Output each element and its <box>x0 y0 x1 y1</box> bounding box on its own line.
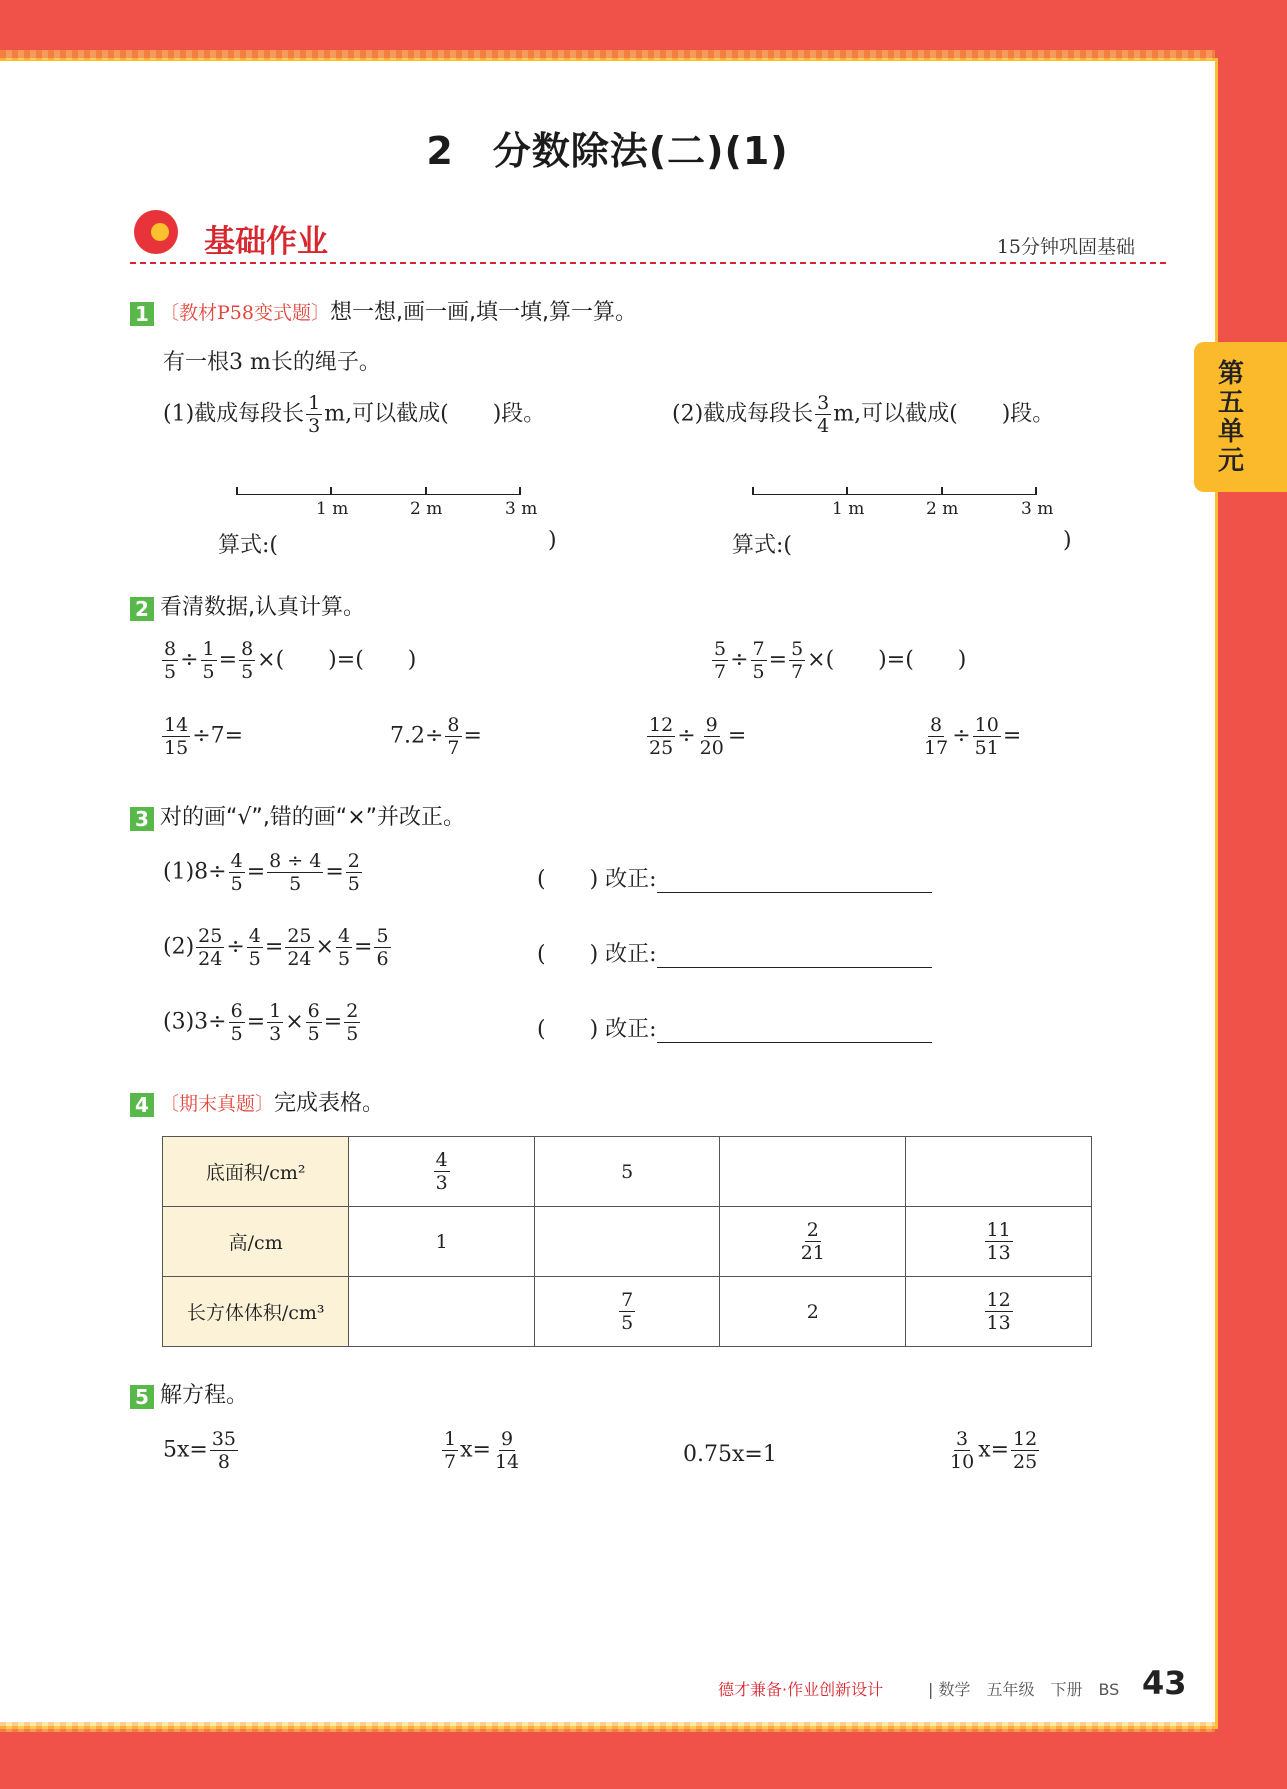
question-number: 1 <box>130 302 154 326</box>
question-text: 解方程。 <box>160 1383 249 1408</box>
q1-part2 <box>672 392 1054 437</box>
question-number: 4 <box>130 1093 154 1117</box>
q2-row1-left: $\frac{8}{5}$ ÷ $\frac{1}{5}$ = $\frac{8}{5}$ ×( )=( ) <box>164 638 417 683</box>
ruler-tick <box>236 487 238 495</box>
question-text: 对的画“√”,错的画“×”并改正。 <box>160 805 466 830</box>
q3-answer-row1[interactable]: ( ) 改正: <box>537 862 932 893</box>
table-cell: 2 <box>720 1277 906 1347</box>
denominator: 3 <box>308 415 321 437</box>
table-cell: $\frac{11}{13}$ <box>906 1207 1092 1277</box>
q3-item3: (3)3÷ $\frac{6}{5}$ = $\frac{1}{3}$ × $\frac{6}{5}$ = $\frac{2}{5}$ <box>163 1000 359 1045</box>
question-number: 5 <box>130 1385 154 1409</box>
numerator: 3 <box>817 392 830 414</box>
q5-equation3[interactable]: 0.75x=1 <box>683 1442 777 1467</box>
page-title: 2 分数除法(二)(1) <box>426 129 789 173</box>
question-text: 看清数据,认真计算。 <box>160 595 365 620</box>
ruler-label: 2 m <box>410 499 443 519</box>
q1-part2-suffix[interactable]: m,可以截成( )段。 <box>833 401 1055 427</box>
table-row <box>163 1137 1092 1207</box>
q1-part1-prefix: (1)截成每段长 <box>163 401 305 427</box>
q1-formula-right-open[interactable]: 算式:( <box>732 533 792 558</box>
q5-equation2[interactable]: $\frac{1}{7}$ x= $\frac{9}{14}$ <box>444 1428 520 1473</box>
table-cell: 5 <box>534 1137 720 1207</box>
q4-table <box>162 1136 1092 1347</box>
ruler-label: 1 m <box>832 499 865 519</box>
footer-brand: 德才兼备·作业创新设计 <box>718 1680 884 1699</box>
table-cell: $\frac{2}{21}$ <box>720 1207 906 1277</box>
row-label: 底面积/cm² <box>163 1137 349 1207</box>
ruler-tick <box>330 487 332 495</box>
question-2-heading <box>130 590 365 621</box>
numerator: 1 <box>308 392 321 414</box>
q2-row2-item4[interactable]: $\frac{8}{17}$ ÷ $\frac{10}{51}$ = <box>924 714 1022 759</box>
ruler-label: 1 m <box>316 499 349 519</box>
answer-blank[interactable]: ×( )=( ) <box>257 647 417 673</box>
question-3-heading <box>130 800 465 831</box>
unit-tab-label: 第五单元 <box>1218 359 1245 476</box>
q1-formula-left-open[interactable]: 算式:( <box>218 533 278 558</box>
table-cell: $\frac{4}{3}$ <box>349 1137 535 1207</box>
ruler-tick <box>846 487 848 495</box>
ruler-tick <box>425 487 427 495</box>
ruler-label: 2 m <box>926 499 959 519</box>
q3-answer-row2[interactable]: ( ) 改正: <box>537 937 932 968</box>
fraction <box>306 392 322 437</box>
ruler-left[interactable] <box>236 494 538 519</box>
q5-equation4[interactable]: $\frac{3}{10}$ x= $\frac{12}{25}$ <box>950 1428 1038 1473</box>
section-title: 基础作业 <box>204 224 328 260</box>
table-cell-blank[interactable] <box>349 1277 535 1347</box>
table-row <box>163 1207 1092 1277</box>
footer-info: | 数学 五年级 下册 BS <box>928 1680 1120 1699</box>
fraction <box>815 392 831 437</box>
q5-equation1[interactable]: 5x= $\frac{35}{8}$ <box>163 1428 237 1473</box>
top-wavy-border <box>0 50 1215 60</box>
q2-row2-item3[interactable]: $\frac{12}{25}$ ÷ $\frac{9}{20}$ = <box>649 714 747 759</box>
q1-intro: 有一根3 m长的绳子。 <box>163 350 381 375</box>
row-label: 长方体体积/cm³ <box>163 1277 349 1347</box>
ruler-label: 3 m <box>505 499 538 519</box>
ruler-right[interactable] <box>752 494 1054 519</box>
denominator: 4 <box>817 415 830 437</box>
row-label: 高/cm <box>163 1207 349 1277</box>
q1-part1 <box>163 392 545 437</box>
unit-side-tab[interactable] <box>1194 342 1287 492</box>
q1-formula-right-close: ) <box>1063 528 1072 553</box>
question-number: 2 <box>130 597 154 621</box>
ruler-label: 3 m <box>1021 499 1054 519</box>
question-tag: 〔教材P58变式题〕 <box>160 302 330 324</box>
question-number: 3 <box>130 807 154 831</box>
bulb-icon <box>134 210 178 254</box>
answer-blank[interactable]: ×( )=( ) <box>807 647 967 673</box>
table-row <box>163 1277 1092 1347</box>
table-cell-blank[interactable] <box>906 1137 1092 1207</box>
section-note: 15分钟巩固基础 <box>996 236 1135 258</box>
table-cell: 1 <box>349 1207 535 1277</box>
q1-part1-suffix[interactable]: m,可以截成( )段。 <box>324 401 546 427</box>
q2-row2-item2[interactable]: 7.2÷ $\frac{8}{7}$ = <box>390 714 482 759</box>
question-5-heading <box>130 1378 248 1409</box>
table-cell: $\frac{12}{13}$ <box>906 1277 1092 1347</box>
q3-answer-row3[interactable]: ( ) 改正: <box>537 1012 932 1043</box>
ruler-tick <box>941 487 943 495</box>
q1-part2-prefix: (2)截成每段长 <box>672 401 814 427</box>
question-1-heading <box>130 295 637 326</box>
q3-item2: (2) $\frac{25}{24}$ ÷ $\frac{4}{5}$ = $\frac{25}{24}$ × $\frac{4}{5}$ = $\frac{5}{6}$ <box>163 925 389 970</box>
ruler-tick <box>519 487 521 495</box>
q3-item1: (1)8÷ $\frac{4}{5}$ = $\frac{8 \div 4}{5}$ = $\frac{2}{5}$ <box>163 850 360 895</box>
table-cell: $\frac{7}{5}$ <box>534 1277 720 1347</box>
bottom-wavy-border <box>0 1722 1215 1732</box>
table-cell-blank[interactable] <box>534 1207 720 1277</box>
question-text: 完成表格。 <box>274 1091 385 1116</box>
section-divider <box>130 262 1166 264</box>
q1-formula-left-close: ) <box>548 528 557 553</box>
q2-row2-item1[interactable]: $\frac{14}{15}$ ÷7= <box>164 714 244 759</box>
ruler-tick <box>1035 487 1037 495</box>
section-header <box>130 210 1170 270</box>
question-text: 想一想,画一画,填一填,算一算。 <box>329 300 637 325</box>
q2-row1-right: $\frac{5}{7}$ ÷ $\frac{7}{5}$ = $\frac{5}{7}$ ×( )=( ) <box>714 638 967 683</box>
table-cell-blank[interactable] <box>720 1137 906 1207</box>
page-number: 43 <box>1142 1664 1187 1702</box>
question-tag: 〔期末真题〕 <box>160 1093 275 1115</box>
ruler-tick <box>752 487 754 495</box>
question-4-heading <box>130 1086 384 1117</box>
